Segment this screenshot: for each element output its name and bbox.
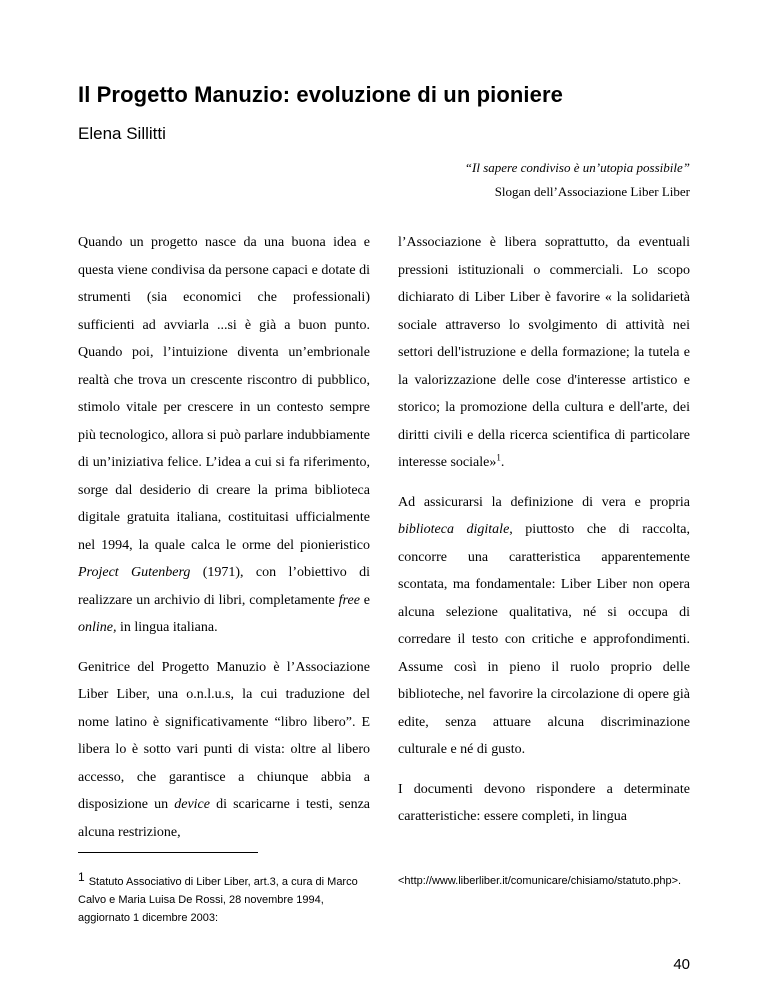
italic-run: Project Gutenberg — [78, 565, 191, 580]
italic-run: free — [338, 592, 360, 608]
footnote-continuation[interactable]: <http://www.liberliber.it/comunicare/chisiamo/statuto.php>. — [398, 875, 682, 887]
epigraph — [465, 156, 690, 204]
footnote-text: Statuto Associativo di Liber Liber, art.3, a cura di Marco Calvo e Maria Luisa De Rossi, 28 novembre 1994, aggiornato 1 dicembre 2003: — [78, 876, 358, 924]
footnote-mark: 1 — [78, 870, 85, 884]
right-paragraph-3: I documenti devono rispondere a determinate caratteristiche: essere completi, in lingua — [398, 781, 690, 824]
footnote-divider — [78, 852, 258, 853]
text-run: . — [500, 455, 505, 470]
italic-run: biblioteca digitale — [398, 522, 510, 537]
author-name: Elena Sillitti — [78, 124, 166, 143]
italic-run: online, — [78, 620, 117, 635]
right-paragraph-1 — [398, 229, 690, 477]
italic-run: device — [174, 797, 210, 812]
text-run: in lingua italiana. — [116, 620, 218, 635]
text-run: Genitrice del Progetto Manuzio è l’Associazione Liber Liber, una o.n.l.u.s, la cui traduzione del nome latino è significativamente “libro libero”. E libera lo è sotto vari punti di vista: oltre al libero accesso, che garantisce a chiunque abbia a disposizione un — [78, 659, 370, 812]
text-run: Quando un progetto nasce da una buona idea e questa viene condivisa da persone capaci e dotate di strumenti (sia economici che professionali) sufficienti ad avviarla ...si è già a buon punto. Quando poi, l’intuizione diventa un’embrionale realtà che trova un crescente riscontro di pubblico, stimolo vitale per crescere in un contesto sempre più tecnologico, allora si può parlare indubbiamente di un’iniziativa felice. L’idea a cui si fa riferimento, sorge dal desiderio di creare la prima biblioteca digitale gratuita italiana, costituitasi ufficialmente nel 1994, la quale calca le orme del pionieristico — [78, 235, 370, 553]
article-title: Il Progetto Manuzio: evoluzione di un pioniere — [78, 82, 563, 107]
text-run: l’Associazione è libera soprattutto, da eventuali pressioni istituzionali o commerciali. Lo scopo dichiarato di Liber Liber è favorire « la solidarietà sociale attraverso lo svolgimento di attività nei settori dell'istruzione e della formazione; la tutela e la valorizzazione delle cose d'interesse artistico e storico; la promozione della cultura e dell'arte, dei diritti civili e della ricerca scientifica di particolare interesse sociale» — [398, 235, 690, 470]
text-run: Ad assicurarsi la definizione di vera e propria — [398, 494, 690, 510]
right-column — [398, 229, 690, 831]
footnote-reference[interactable]: 1 — [496, 452, 501, 463]
left-paragraph-2 — [78, 654, 370, 847]
text-run: (1971), con l’obiettivo di realizzare un archivio di libri, completamente — [78, 565, 370, 608]
right-paragraph-2 — [398, 489, 690, 764]
text-run: e — [359, 592, 370, 608]
text-run: , piuttosto che di raccolta, concorre una caratteristica apparentemente scontata, ma fondamentale: Liber Liber non opera alcuna selezione qualitativa, né si occupa di corredare il testo con critiche e approfondimenti. Assume così in pieno il ruolo proprio delle biblioteche, nel favorire la circolazione di opere già edite, senza attuare alcuna discriminazione culturale e né di gusto. — [398, 522, 690, 757]
footnote — [78, 868, 368, 927]
left-column — [78, 229, 370, 846]
text-run: di scaricarne i testi, senza alcuna restrizione, — [78, 797, 370, 840]
epigraph-quote: “Il sapere condiviso è un’utopia possibile” — [464, 160, 690, 175]
left-paragraph-1 — [78, 229, 370, 642]
page-number: 40 — [673, 956, 690, 973]
epigraph-source: Slogan dell’Associazione Liber Liber — [494, 184, 690, 199]
